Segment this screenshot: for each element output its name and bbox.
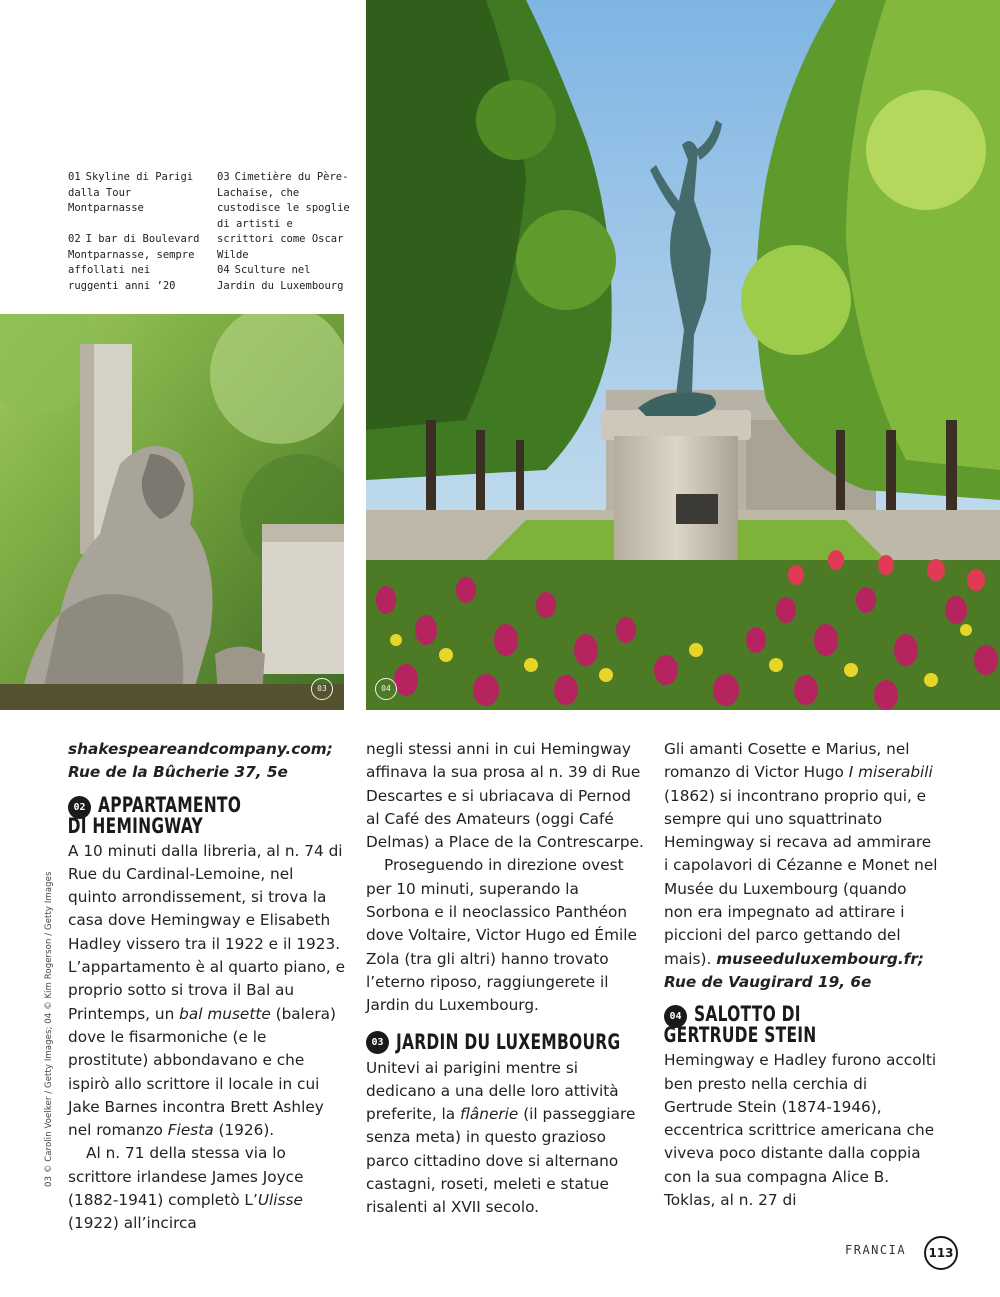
page-number: 113 (924, 1236, 958, 1270)
text-column-3 (664, 738, 940, 1212)
italic-text: Fiesta (167, 1121, 214, 1140)
paragraph: negli stessi anni in cui Hemingway affinava la sua prosa al n. 39 di Rue Descartes e si ubriacava di Pernod al Café des Amateurs (oggi Café Delmas) a Place de la Contrescarpe. (366, 740, 644, 852)
photo-number-badge: 04 (375, 678, 397, 700)
section-title-line2: GERTRUDE STEIN (663, 1023, 817, 1048)
paragraph: Hemingway e Hadley furono accolti ben presto nella cerchia di Gertrude Stein (1874-1946), eccentrica scrittrice americana che viveva poco distante dalla coppia con la sua compagna Alice B. Toklas, al n. 27 di (664, 1051, 937, 1210)
italic-text: flânerie (460, 1105, 519, 1124)
section-label: FRANCIA (845, 1243, 907, 1257)
text-run: (balera) dove le fisarmoniche (e le prostitute) abbondavano e che ispirò allo scrittore il locale in cui Jake Barnes incontra Brett Ashley nel romanzo (68, 1004, 336, 1140)
caption-number: 01 (68, 171, 81, 183)
italic-text: I miserabili (848, 763, 933, 782)
text-column-1 (68, 738, 346, 1236)
link-text[interactable]: shakespeareandcompany.com; (68, 740, 333, 758)
caption-03 (217, 170, 352, 264)
section-number-badge: 03 (366, 1031, 389, 1054)
caption-number: 04 (217, 264, 230, 276)
text-run: Gli amanti Cosette e Marius, nel romanzo di Victor Hugo (664, 740, 910, 782)
photo-jardin-luxembourg (366, 0, 1000, 710)
text-run: (1922) all’incirca (68, 1214, 197, 1233)
paragraph (366, 1057, 646, 1220)
photo-number-badge: 03 (311, 678, 333, 700)
luxembourg-garden-image (366, 0, 1000, 710)
text-run: Unitevi ai parigini mentre si dedicano a una delle loro attività preferite, la (366, 1058, 619, 1124)
photo-pere-lachaise (0, 314, 344, 710)
caption-02 (68, 232, 203, 294)
section-heading-03 (366, 1030, 646, 1054)
museum-link[interactable]: museeduluxembourg.fr; Rue de Vaugirard 19, 6e (664, 949, 924, 991)
section-title: JARDIN DU LUXEMBOURG (396, 1029, 621, 1054)
caption-text: I bar di Boulevard Montparnasse, sempre affollati nei ruggenti anni ’20 (68, 233, 200, 292)
text-run: Al n. 71 della stessa via lo scrittore irlandese James Joyce (1882-1941) completò L’ (68, 1144, 304, 1210)
caption-number: 03 (217, 171, 230, 183)
section-title-line1: APPARTAMENTO (98, 792, 242, 817)
paragraph (68, 840, 346, 1143)
section-number-badge: 02 (68, 796, 91, 819)
caption-text: Sculture nel Jardin du Luxembourg (217, 264, 344, 292)
photo-credit: 03 © Carolin Voelker / Getty Images; 04 © Kim Rogerson / Getty Images (44, 871, 54, 1187)
italic-text: Ulisse (257, 1191, 303, 1210)
paragraph (68, 1142, 346, 1235)
section-number-badge: 04 (664, 1005, 687, 1028)
caption-number: 02 (68, 233, 81, 245)
caption-04 (217, 263, 352, 294)
address-text: Rue de la Bûcherie 37, 5e (68, 763, 288, 782)
paragraph (664, 738, 940, 994)
paragraph: Proseguendo in direzione ovest per 10 minuti, superando la Sorbona e il neoclassico Panthéon dove Voltaire, Victor Hugo ed Émile Zola (tra gli altri) hanno trovato l’eterno riposo, raggiungerete il Jardin du Luxembourg. (366, 856, 637, 1015)
italic-text: bal musette (179, 1004, 271, 1023)
text-run: (1926). (213, 1121, 275, 1140)
caption-text: Cimetière du Père-Lachaise, che custodisce le spoglie di artisti e scrittori come Oscar Wilde (217, 171, 350, 261)
section-title-line1: SALOTTO DI (694, 1002, 801, 1027)
shakespeare-link[interactable] (68, 738, 346, 785)
section-title-line2: DI HEMINGWAY (67, 813, 203, 838)
section-heading-04 (664, 1004, 940, 1046)
caption-text: Skyline di Parigi dalla Tour Montparnasse (68, 171, 194, 215)
text-run: (1862) si incontrano proprio qui, e sempre qui uno squattrinato Hemingway si recava ad ammirare i capolavori di Cézanne e Monet nel Musée du Luxembourg (quando non era impegnato ad attirare i piccioni del parco gettando del mais). (664, 786, 938, 968)
text-column-2 (366, 738, 646, 1220)
text-run: A 10 minuti dalla libreria, al n. 74 di Rue du Cardinal-Lemoine, nel quinto arrondissement, si trova la casa dove Hemingway e Elisabeth Hadley vissero tra il 1922 e il 1923. L’appartamento è al quarto piano, e proprio sotto si trova il Bal au Printemps, un (68, 841, 346, 1023)
caption-01 (68, 170, 203, 217)
section-heading-02 (67, 792, 346, 838)
text-run: (il passeggiare senza meta) in questo grazioso parco cittadino dove si alternano castagni, roseti, meleti e statue risalenti al XVII secolo. (366, 1105, 636, 1217)
cemetery-statue-image (0, 314, 344, 710)
